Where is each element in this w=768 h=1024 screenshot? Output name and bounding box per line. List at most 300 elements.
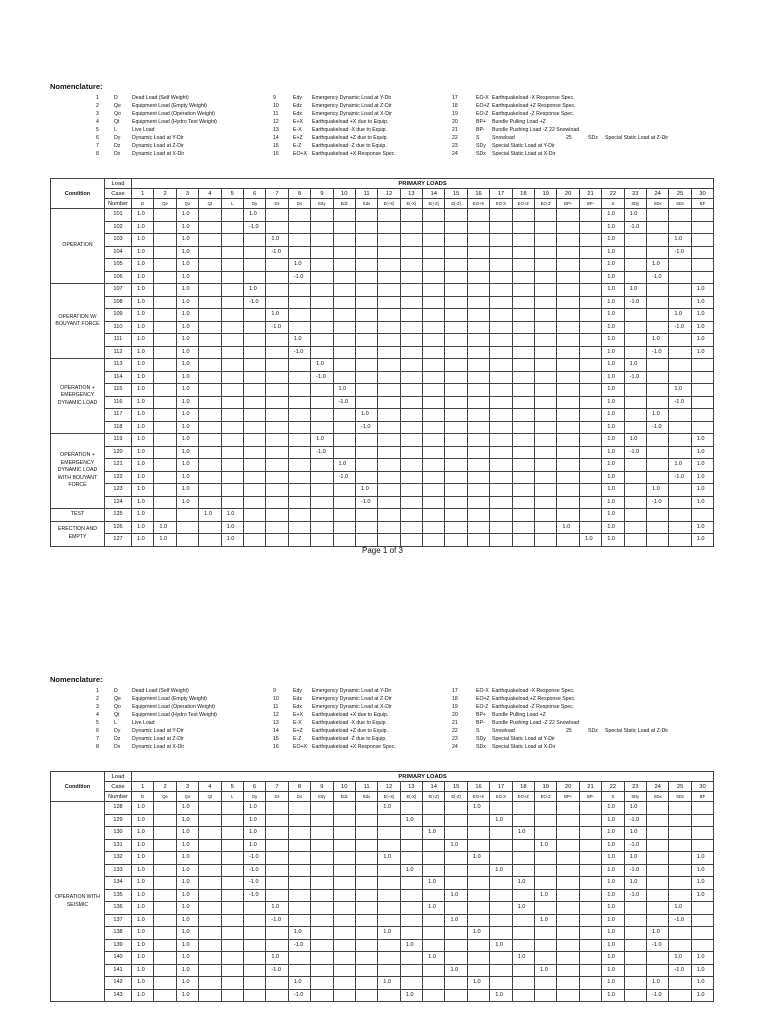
load-factor-cell: [669, 421, 691, 434]
load-factor-cell: [445, 209, 467, 222]
load-factor-cell: [288, 864, 310, 877]
load-factor-cell: [266, 459, 288, 472]
load-factor-cell: [423, 939, 445, 952]
load-factor-cell: [467, 471, 489, 484]
load-combination-table: [50, 771, 714, 1002]
load-factor-cell: 1.0: [691, 321, 713, 334]
load-factor-cell: [400, 334, 422, 347]
load-factor-cell: [400, 321, 422, 334]
nomenclature-number: 6: [96, 135, 99, 141]
load-code-header: EO+X: [467, 792, 489, 802]
load-factor-cell: [288, 421, 310, 434]
load-factor-cell: 1.0: [266, 952, 288, 965]
load-factor-cell: [333, 877, 355, 890]
load-factor-cell: 1.0: [602, 927, 624, 940]
load-factor-cell: [423, 471, 445, 484]
load-factor-cell: [512, 852, 534, 865]
header-row: [51, 199, 714, 209]
load-factor-cell: [669, 346, 691, 359]
load-factor-cell: [512, 914, 534, 927]
load-factor-cell: [646, 309, 668, 322]
load-factor-cell: [490, 446, 512, 459]
load-factor-cell: [535, 989, 557, 1002]
load-factor-cell: [467, 939, 489, 952]
load-factor-cell: 1.0: [490, 989, 512, 1002]
load-factor-cell: [154, 284, 176, 297]
load-factor-cell: [691, 384, 713, 397]
load-factor-cell: [154, 864, 176, 877]
load-factor-cell: -1.0: [624, 371, 646, 384]
load-number-header: 3: [176, 782, 198, 792]
load-factor-cell: [579, 864, 601, 877]
load-factor-cell: [467, 234, 489, 247]
nomenclature-number: 2: [96, 103, 99, 109]
load-factor-cell: [535, 459, 557, 472]
load-factor-cell: [221, 964, 243, 977]
load-factor-cell: [579, 814, 601, 827]
load-factor-cell: [221, 989, 243, 1002]
load-factor-cell: [378, 509, 400, 522]
load-factor-cell: [423, 802, 445, 815]
nomenclature-number: 13: [273, 720, 279, 726]
load-factor-cell: [154, 484, 176, 497]
load-factor-cell: 1.0: [311, 434, 333, 447]
load-code-header: EO+Z: [512, 199, 534, 209]
load-factor-cell: [311, 346, 333, 359]
nomenclature-number: 16: [273, 744, 279, 750]
load-number-header: 1: [132, 782, 154, 792]
load-number-header: 9: [311, 189, 333, 199]
load-factor-cell: [557, 434, 579, 447]
load-factor-cell: 1.0: [176, 989, 198, 1002]
load-factor-cell: [288, 284, 310, 297]
nomenclature-code: Edy: [293, 688, 302, 694]
load-factor-cell: [154, 989, 176, 1002]
nomenclature-number: 19: [452, 111, 458, 117]
load-factor-cell: [266, 496, 288, 509]
nomenclature-code: Dx: [114, 744, 121, 750]
case-number-cell: 129: [105, 814, 132, 827]
load-factor-cell: [669, 296, 691, 309]
load-factor-cell: [512, 209, 534, 222]
load-factor-cell: [311, 534, 333, 547]
load-factor-cell: -1.0: [243, 852, 265, 865]
load-factor-cell: [423, 221, 445, 234]
load-factor-cell: [333, 321, 355, 334]
load-code-header: S: [602, 792, 624, 802]
load-factor-cell: -1.0: [624, 839, 646, 852]
load-factor-cell: [243, 334, 265, 347]
load-factor-cell: [624, 496, 646, 509]
load-factor-cell: 1.0: [176, 802, 198, 815]
load-factor-cell: [691, 939, 713, 952]
load-factor-cell: 1.0: [154, 521, 176, 534]
load-factor-cell: [266, 484, 288, 497]
nomenclature-code: Edz: [293, 103, 302, 109]
load-factor-cell: [467, 952, 489, 965]
load-factor-cell: [557, 346, 579, 359]
load-number-header: 4: [199, 189, 221, 199]
load-factor-cell: 1.0: [176, 889, 198, 902]
load-factor-cell: [400, 359, 422, 372]
load-factor-cell: [467, 827, 489, 840]
load-factor-cell: [557, 509, 579, 522]
load-factor-cell: [535, 952, 557, 965]
nomenclature-number: 14: [273, 728, 279, 734]
load-factor-cell: [467, 334, 489, 347]
load-factor-cell: [400, 509, 422, 522]
load-factor-cell: [288, 471, 310, 484]
nomenclature-description: Snowload: [492, 135, 515, 141]
load-factor-cell: 1.0: [669, 384, 691, 397]
load-factor-cell: [467, 421, 489, 434]
load-code-header: BP+: [557, 792, 579, 802]
load-factor-cell: 1.0: [132, 814, 154, 827]
load-factor-cell: [221, 309, 243, 322]
load-factor-cell: [557, 964, 579, 977]
load-factor-cell: [400, 309, 422, 322]
load-factor-cell: [579, 246, 601, 259]
load-factor-cell: [243, 902, 265, 915]
load-factor-cell: [400, 496, 422, 509]
load-factor-cell: 1.0: [624, 852, 646, 865]
load-factor-cell: 1.0: [132, 321, 154, 334]
table-row: [51, 802, 714, 815]
load-number-header: 5: [221, 782, 243, 792]
load-code-header: SDy: [624, 792, 646, 802]
load-factor-cell: 1.0: [132, 221, 154, 234]
load-factor-cell: [624, 396, 646, 409]
load-factor-cell: 1.0: [221, 509, 243, 522]
nomenclature-code: BP-: [476, 720, 485, 726]
load-factor-cell: [490, 309, 512, 322]
load-code-header: Qe: [154, 792, 176, 802]
load-factor-cell: [669, 802, 691, 815]
load-factor-cell: [579, 496, 601, 509]
nomenclature-number: 7: [96, 736, 99, 742]
load-factor-cell: [288, 889, 310, 902]
load-factor-cell: [557, 471, 579, 484]
load-factor-cell: [467, 271, 489, 284]
load-factor-cell: 1.0: [132, 827, 154, 840]
nomenclature-description: Emergency Dynamic Load at X-Dir: [312, 704, 392, 710]
load-factor-cell: 1.0: [176, 446, 198, 459]
case-number-cell: 115: [105, 384, 132, 397]
nomenclature-description: Earthquakeload +X due to Equip.: [312, 119, 389, 125]
load-factor-cell: [221, 977, 243, 990]
load-factor-cell: 1.0: [691, 471, 713, 484]
load-code-header: Qo: [176, 199, 198, 209]
load-factor-cell: [176, 509, 198, 522]
load-factor-cell: [154, 396, 176, 409]
load-factor-cell: [445, 346, 467, 359]
load-factor-cell: [423, 309, 445, 322]
load-factor-cell: [423, 296, 445, 309]
nomenclature-description: Dynamic Load at Y-Dir: [132, 728, 184, 734]
nomenclature-number: 12: [273, 119, 279, 125]
load-factor-cell: -1.0: [333, 396, 355, 409]
load-factor-cell: [199, 939, 221, 952]
load-factor-cell: [557, 371, 579, 384]
load-factor-cell: [400, 259, 422, 272]
load-factor-cell: [557, 334, 579, 347]
load-factor-cell: [221, 434, 243, 447]
load-number-header: 6: [243, 189, 265, 199]
load-factor-cell: 1.0: [423, 952, 445, 965]
case-number-cell: 127: [105, 534, 132, 547]
load-factor-cell: [557, 839, 579, 852]
nomenclature-description: Bundle Pushing Load -Z 22 Snowload: [492, 127, 580, 133]
load-factor-cell: [535, 309, 557, 322]
load-factor-cell: [288, 852, 310, 865]
load-factor-cell: -1.0: [669, 914, 691, 927]
table-row: [51, 384, 714, 397]
table-row: [51, 221, 714, 234]
load-factor-cell: 1.0: [691, 434, 713, 447]
nomenclature-code: Dz: [114, 736, 121, 742]
load-factor-cell: [378, 471, 400, 484]
load-factor-cell: [154, 471, 176, 484]
load-factor-cell: [535, 496, 557, 509]
nomenclature-description: Special Static Load at Y-Dir: [492, 143, 555, 149]
load-factor-cell: [445, 521, 467, 534]
load-factor-cell: [400, 927, 422, 940]
load-factor-cell: [557, 271, 579, 284]
load-factor-cell: [311, 221, 333, 234]
load-factor-cell: [646, 839, 668, 852]
load-factor-cell: 1.0: [132, 496, 154, 509]
load-factor-cell: [243, 952, 265, 965]
case-number-cell: 123: [105, 484, 132, 497]
load-factor-cell: 1.0: [132, 371, 154, 384]
load-number-header: 8: [288, 782, 310, 792]
load-factor-cell: [378, 534, 400, 547]
load-factor-cell: [243, 371, 265, 384]
load-factor-cell: [535, 234, 557, 247]
load-factor-cell: [243, 534, 265, 547]
load-factor-cell: [355, 902, 377, 915]
table-row: [51, 484, 714, 497]
load-factor-cell: [221, 271, 243, 284]
load-factor-cell: [333, 927, 355, 940]
load-factor-cell: [579, 989, 601, 1002]
load-code-header: SDz: [669, 792, 691, 802]
load-factor-cell: [221, 864, 243, 877]
nomenclature-code: EO-X: [476, 688, 489, 694]
load-factor-cell: 1.0: [512, 827, 534, 840]
load-factor-cell: [355, 446, 377, 459]
load-factor-cell: [445, 384, 467, 397]
load-factor-cell: [423, 964, 445, 977]
load-factor-cell: [490, 877, 512, 890]
nomenclature-code: SDy: [476, 143, 486, 149]
load-factor-cell: [669, 496, 691, 509]
load-factor-cell: [199, 889, 221, 902]
nomenclature-description: Dead Load (Self Weight): [132, 95, 189, 101]
load-factor-cell: 1.0: [176, 839, 198, 852]
load-factor-cell: [221, 446, 243, 459]
load-factor-cell: [535, 814, 557, 827]
load-factor-cell: [445, 989, 467, 1002]
load-factor-cell: [355, 346, 377, 359]
load-factor-cell: [535, 484, 557, 497]
load-factor-cell: [535, 421, 557, 434]
load-factor-cell: 1.0: [176, 914, 198, 927]
load-factor-cell: [333, 534, 355, 547]
load-factor-cell: [378, 209, 400, 222]
load-factor-cell: [266, 446, 288, 459]
load-factor-cell: 1.0: [602, 296, 624, 309]
load-factor-cell: 1.0: [243, 839, 265, 852]
load-factor-cell: [579, 459, 601, 472]
load-factor-cell: [535, 271, 557, 284]
load-code-header: Qt: [199, 792, 221, 802]
load-factor-cell: [579, 209, 601, 222]
nomenclature-code: BP+: [476, 119, 486, 125]
load-factor-cell: [221, 221, 243, 234]
load-factor-cell: [355, 371, 377, 384]
load-factor-cell: [378, 409, 400, 422]
load-number-header: 17: [490, 189, 512, 199]
load-header: Load: [105, 179, 132, 189]
load-factor-cell: 1.0: [176, 371, 198, 384]
load-factor-cell: -1.0: [624, 446, 646, 459]
load-factor-cell: [646, 209, 668, 222]
load-factor-cell: [579, 371, 601, 384]
load-factor-cell: 1.0: [176, 421, 198, 434]
load-factor-cell: [333, 802, 355, 815]
load-factor-cell: [355, 246, 377, 259]
load-factor-cell: 1.0: [602, 484, 624, 497]
case-number-cell: 130: [105, 827, 132, 840]
load-factor-cell: [378, 321, 400, 334]
load-factor-cell: [221, 802, 243, 815]
load-factor-cell: [355, 977, 377, 990]
load-factor-cell: [624, 521, 646, 534]
load-factor-cell: [691, 421, 713, 434]
load-factor-cell: 1.0: [535, 889, 557, 902]
load-factor-cell: [154, 459, 176, 472]
case-number-cell: 107: [105, 284, 132, 297]
load-factor-cell: [311, 839, 333, 852]
header-row: [51, 782, 714, 792]
load-factor-cell: [423, 864, 445, 877]
load-factor-cell: [400, 839, 422, 852]
load-factor-cell: 1.0: [288, 259, 310, 272]
load-factor-cell: [669, 989, 691, 1002]
load-factor-cell: [221, 939, 243, 952]
load-factor-cell: 1.0: [669, 234, 691, 247]
load-factor-cell: 1.0: [355, 409, 377, 422]
load-factor-cell: -1.0: [266, 964, 288, 977]
load-factor-cell: [512, 246, 534, 259]
load-factor-cell: 1.0: [176, 209, 198, 222]
nomenclature-number: 10: [273, 696, 279, 702]
load-factor-cell: [557, 864, 579, 877]
load-factor-cell: [355, 814, 377, 827]
load-code-header: Edy: [311, 199, 333, 209]
load-factor-cell: 1.0: [176, 952, 198, 965]
load-factor-cell: [467, 309, 489, 322]
nomenclature-title: Nomenclature:: [50, 82, 103, 91]
load-number-header: 14: [423, 782, 445, 792]
load-number-header: 10: [333, 189, 355, 199]
load-code-header: BF: [691, 792, 713, 802]
case-number-cell: 117: [105, 409, 132, 422]
load-factor-cell: 1.0: [132, 234, 154, 247]
load-factor-cell: [154, 889, 176, 902]
load-factor-cell: [445, 927, 467, 940]
load-factor-cell: [378, 952, 400, 965]
load-factor-cell: [669, 259, 691, 272]
load-factor-cell: 1.0: [445, 889, 467, 902]
load-factor-cell: [624, 989, 646, 1002]
table-row: [51, 471, 714, 484]
load-factor-cell: 1.0: [624, 877, 646, 890]
load-factor-cell: 1.0: [602, 889, 624, 902]
load-code-header: Edy: [311, 792, 333, 802]
case-number-cell: 139: [105, 939, 132, 952]
table-row: [51, 334, 714, 347]
load-factor-cell: [490, 221, 512, 234]
load-factor-cell: 1.0: [691, 989, 713, 1002]
load-factor-cell: [355, 471, 377, 484]
load-factor-cell: 1.0: [132, 434, 154, 447]
load-factor-cell: [266, 359, 288, 372]
load-factor-cell: [311, 459, 333, 472]
load-factor-cell: [423, 334, 445, 347]
load-factor-cell: [512, 221, 534, 234]
nomenclature-code: L: [114, 720, 117, 726]
nomenclature-code: SDx: [476, 744, 486, 750]
load-factor-cell: [199, 496, 221, 509]
load-factor-cell: [557, 927, 579, 940]
load-factor-cell: 1.0: [176, 321, 198, 334]
load-factor-cell: [490, 396, 512, 409]
load-factor-cell: [288, 509, 310, 522]
load-factor-cell: [445, 877, 467, 890]
load-factor-cell: [512, 384, 534, 397]
load-factor-cell: [311, 484, 333, 497]
nomenclature-number: 19: [452, 704, 458, 710]
load-factor-cell: [535, 359, 557, 372]
load-factor-cell: -1.0: [669, 321, 691, 334]
load-factor-cell: [467, 484, 489, 497]
load-factor-cell: [199, 421, 221, 434]
nomenclature-code: Qt: [114, 712, 120, 718]
load-factor-cell: [266, 209, 288, 222]
load-factor-cell: [266, 521, 288, 534]
load-factor-cell: 1.0: [132, 964, 154, 977]
nomenclature-number: 2: [96, 696, 99, 702]
load-factor-cell: [266, 977, 288, 990]
load-factor-cell: [288, 839, 310, 852]
load-factor-cell: [333, 371, 355, 384]
load-factor-cell: 1.0: [132, 396, 154, 409]
load-factor-cell: [176, 534, 198, 547]
load-factor-cell: [624, 914, 646, 927]
load-factor-cell: [400, 521, 422, 534]
load-factor-cell: 1.0: [602, 246, 624, 259]
load-factor-cell: [490, 484, 512, 497]
load-factor-cell: [355, 434, 377, 447]
load-factor-cell: 1.0: [602, 284, 624, 297]
load-factor-cell: [423, 284, 445, 297]
load-factor-cell: [579, 446, 601, 459]
load-code-header: Qe: [154, 199, 176, 209]
load-factor-cell: [355, 989, 377, 1002]
load-factor-cell: [400, 409, 422, 422]
